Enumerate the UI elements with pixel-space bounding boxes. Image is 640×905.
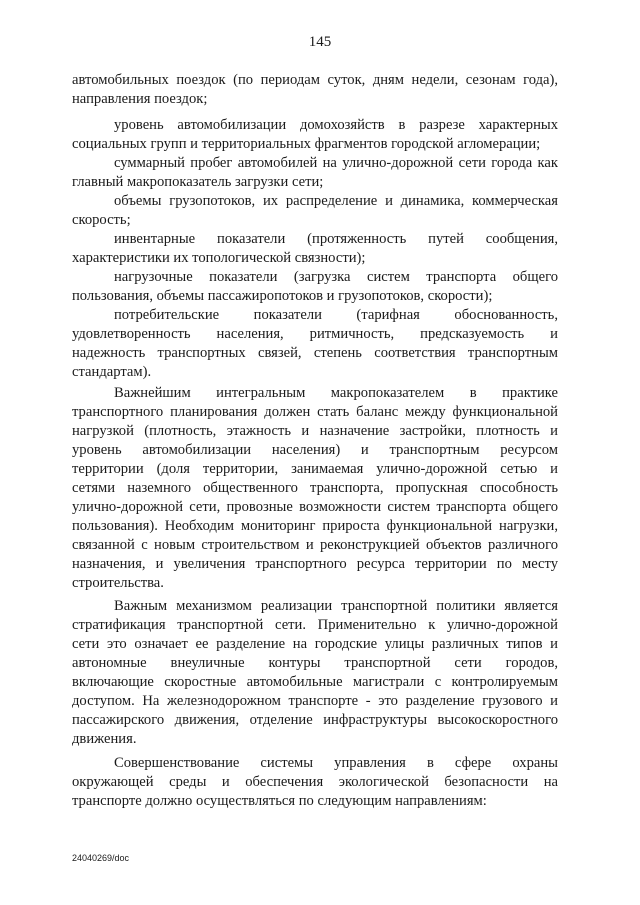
text-line: объемы грузопотоков, их распределение и динамика, коммерческая bbox=[114, 193, 558, 209]
text-line: включающие скоростные автомобильные магистрали с контролируемым bbox=[72, 674, 558, 690]
text-line: потребительские показатели (тарифная обоснованность, bbox=[114, 307, 558, 323]
page-number: 145 bbox=[308, 34, 332, 50]
text-line: уровень автомобилизации населения) и транспортным ресурсом bbox=[72, 442, 558, 458]
text-line: доступом. На железнодорожном транспорте - это разделение грузового и bbox=[72, 693, 558, 709]
text-line: удовлетворенность населения, ритмичность, предсказуемость и bbox=[72, 326, 558, 342]
text-line: главный макропоказатель загрузки сети; bbox=[72, 174, 324, 190]
text-line: стандартам). bbox=[72, 364, 152, 380]
text-line: территории (доля территории, занимаемая улично-дорожной сетью и bbox=[72, 461, 558, 477]
text-line: транспорте должно осуществляться по следующим направлениям: bbox=[72, 793, 487, 809]
text-line: нагрузкой (плотность, этажность и назначение застройки, плотность и bbox=[72, 423, 558, 439]
text-line: Совершенствование системы управления в сфере охраны bbox=[114, 755, 558, 771]
text-line: улично-дорожной сети, провозные возможности систем транспорта общего bbox=[72, 499, 558, 515]
text-line: инвентарные показатели (протяженность путей сообщения, bbox=[114, 231, 558, 247]
text-line: строительства. bbox=[72, 575, 164, 591]
document-footer: 24040269/doc bbox=[72, 853, 130, 863]
text-line: скорость; bbox=[72, 212, 131, 228]
text-line: сетями наземного общественного транспорта, пропускная способность bbox=[72, 480, 558, 496]
text-line: стратификация транспортной сети. Применительно к улично-дорожной bbox=[72, 617, 558, 633]
text-line: нагрузочные показатели (загрузка систем транспорта общего bbox=[114, 269, 558, 285]
text-line: характеристики их топологической связности); bbox=[72, 250, 366, 266]
text-line: суммарный пробег автомобилей на улично-дорожной сети города как bbox=[114, 155, 558, 171]
text-line: пользования, объемы пассажиропотоков и грузопотоков, скорости); bbox=[72, 288, 493, 304]
text-line: пассажирского движения, отделение инфраструктуры высокоскоростного bbox=[72, 712, 558, 728]
text-line: сети это означает ее разделение на городские улицы различных типов и bbox=[72, 636, 558, 652]
text-line: пользования). Необходим мониторинг прироста функциональной нагрузки, bbox=[72, 518, 558, 534]
text-line: назначения, и увеличения транспортного ресурса территории по месту bbox=[72, 556, 558, 572]
text-line: окружающей среды и обеспечения экологической безопасности на bbox=[72, 774, 558, 790]
text-line: движения. bbox=[72, 731, 137, 747]
text-line: направления поездок; bbox=[72, 91, 208, 107]
text-line: Важнейшим интегральным макропоказателем в практике bbox=[114, 385, 558, 401]
text-line: автомобильных поездок (по периодам суток, дням недели, сезонам года), bbox=[72, 72, 558, 88]
text-line: социальных групп и территориальных фрагментов городской агломерации; bbox=[72, 136, 541, 152]
text-line: транспортного планирования должен стать баланс между функциональной bbox=[72, 404, 558, 420]
text-line: связанной с новым строительством и реконструкцией объектов различного bbox=[72, 537, 558, 553]
text-line: уровень автомобилизации домохозяйств в разрезе характерных bbox=[114, 117, 558, 133]
text-line: надежность транспортных связей, степень соответствия транспортным bbox=[72, 345, 558, 361]
text-line: Важным механизмом реализации транспортной политики является bbox=[114, 598, 558, 614]
text-line: автономные внеуличные контуры транспортной сети городов, bbox=[72, 655, 558, 671]
